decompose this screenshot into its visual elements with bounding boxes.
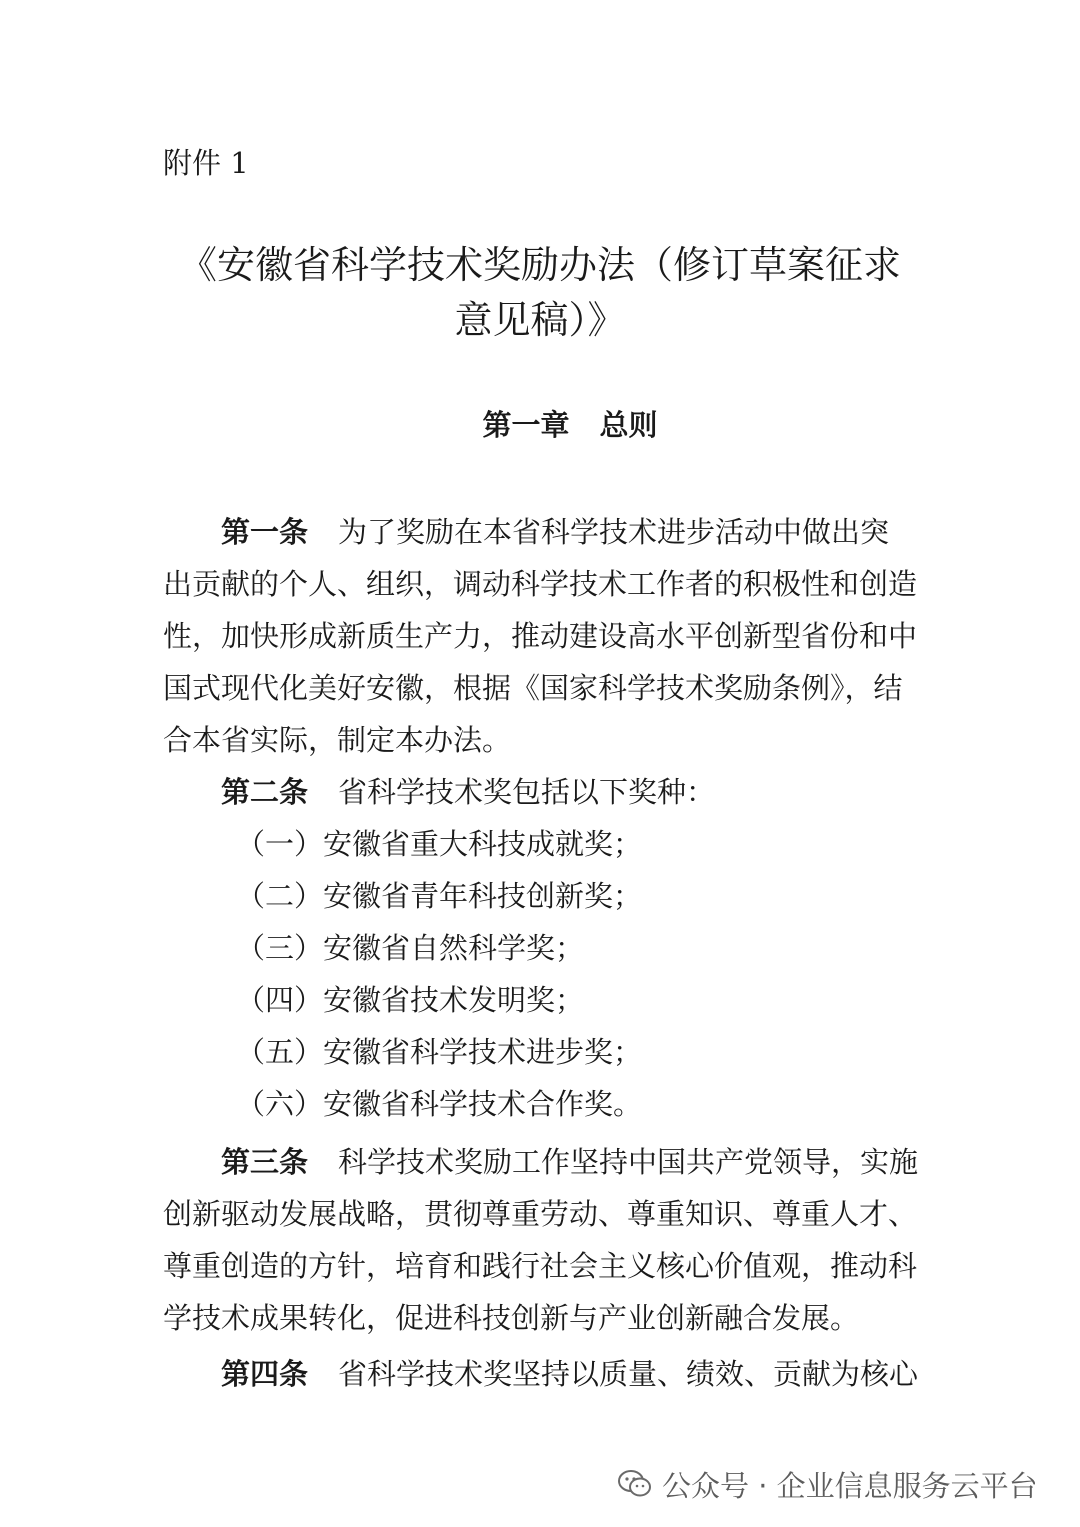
wechat-icon	[618, 1469, 652, 1499]
award-item: （三）安徽省自然科学奖；	[236, 931, 585, 965]
article-3-label: 第三条	[221, 1145, 309, 1179]
article-1-line: 国式现代化美好安徽，根据《国家科学技术奖励条例》，结	[163, 671, 903, 705]
article-1-first-line	[221, 506, 889, 558]
award-item: （四）安徽省技术发明奖；	[236, 983, 585, 1017]
award-item: （二）安徽省青年科技创新奖；	[236, 879, 643, 913]
article-1-line: 合本省实际，制定本办法。	[163, 723, 512, 757]
article-1-label: 第一条	[221, 515, 309, 549]
article-1-text: 为了奖励在本省科学技术进步活动中做出突	[338, 515, 890, 549]
article-4-label: 第四条	[221, 1357, 309, 1391]
article-3-text: 科学技术奖励工作坚持中国共产党领导，实施	[338, 1145, 919, 1179]
watermark-text: 公众号 · 企业信息服务云平台	[662, 1468, 1038, 1503]
article-2-text: 省科学技术奖包括以下奖种：	[338, 775, 716, 809]
attachment-label: 附件 1	[163, 146, 249, 180]
article-1-line: 出贡献的个人、组织，调动科学技术工作者的积极性和创造	[163, 567, 918, 601]
article-3-first-line	[221, 1136, 918, 1188]
chapter-heading	[0, 400, 1080, 450]
chapter-number: 第一章	[482, 408, 570, 442]
article-4-first-line	[221, 1348, 918, 1400]
article-3-line: 创新驱动发展战略，贯彻尊重劳动、尊重知识、尊重人才、	[163, 1197, 918, 1231]
chapter-name: 总则	[599, 408, 658, 442]
article-3-line: 尊重创造的方针，培育和践行社会主义核心价值观，推动科	[163, 1249, 918, 1283]
watermark	[618, 1458, 1038, 1510]
article-3-line: 学技术成果转化，促进科技创新与产业创新融合发展。	[163, 1301, 860, 1335]
award-item: （一）安徽省重大科技成就奖；	[236, 827, 643, 861]
award-item: （五）安徽省科学技术进步奖；	[236, 1035, 643, 1069]
article-2-label: 第二条	[221, 775, 309, 809]
article-4-text: 省科学技术奖坚持以质量、绩效、贡献为核心	[338, 1357, 919, 1391]
article-2-first-line	[221, 766, 715, 818]
award-item: （六）安徽省科学技术合作奖。	[236, 1087, 643, 1121]
article-1-line: 性，加快形成新质生产力，推动建设高水平创新型省份和中	[163, 619, 918, 653]
document-title-line-1: 《安徽省科学技术奖励办法（修订草案征求	[178, 243, 901, 287]
document-title-line-2: 意见稿）》	[454, 298, 626, 342]
